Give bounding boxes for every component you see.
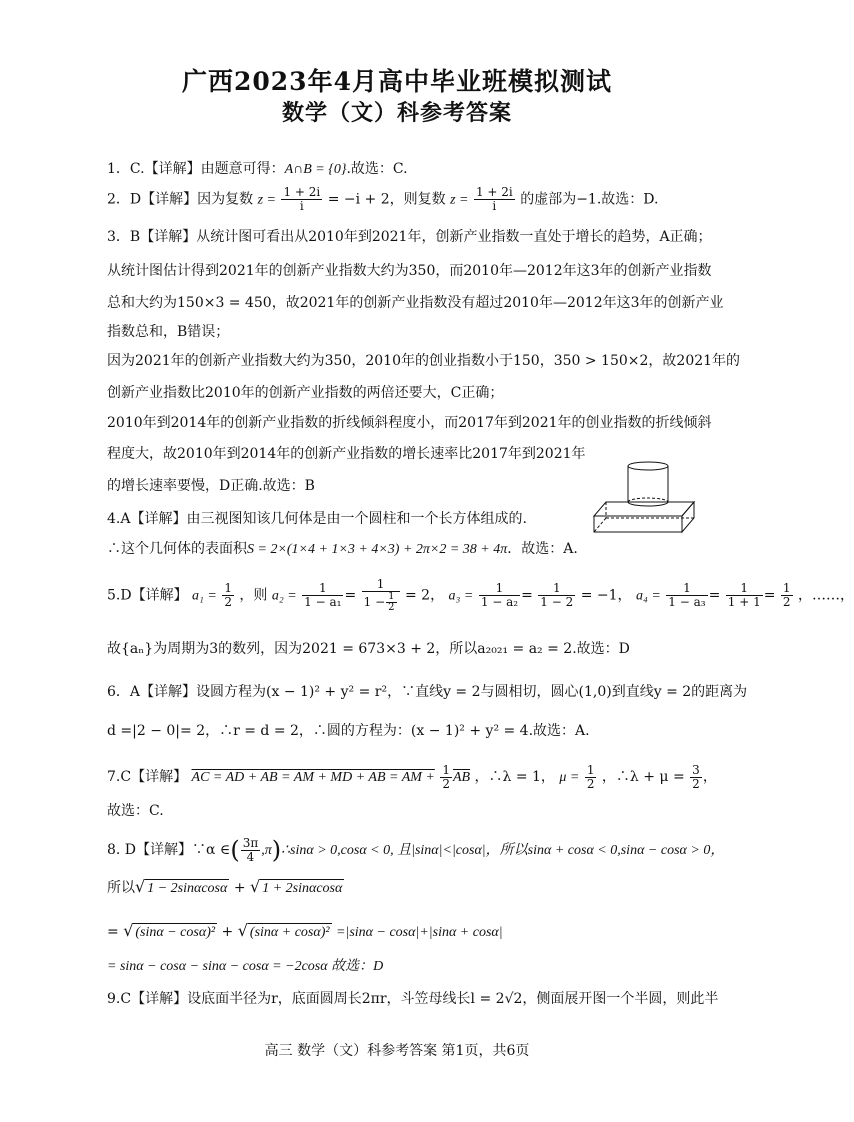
q8-frac-d: 4: [246, 849, 255, 864]
answer-q3-line2: 从统计图估计得到2021年的创新产业指数大约为350，而2010年—2012年这3年的创新产业指数: [107, 263, 712, 279]
q7-sum: ，∴λ + μ =: [601, 769, 685, 785]
q5-frac-a4c: [781, 582, 793, 609]
q5-a2: a₂ =: [271, 588, 297, 604]
q8-frac-n: 3π: [242, 835, 259, 850]
q8-l2-root2: 1 + 2sinαcosα: [262, 881, 343, 896]
q5-then: ，则: [239, 587, 268, 604]
answer-q3-line7: 2010年到2014年的创新产业指数的折线倾斜程度小，而2017年到2021年的创业指数的折线倾斜: [107, 415, 712, 431]
q5-fa4c-d: 2: [782, 595, 791, 609]
q7-half-n: 1: [442, 762, 450, 777]
q5-fa4b-n: 1: [726, 582, 763, 596]
answer-q5-line2: 故{aₙ}为周期为3的数列，因为2021 = 673×3 + 2，所以a₂₀₂₁ = a₂ = 2.故选：D: [107, 641, 630, 657]
q8-l3-eq: =: [107, 924, 119, 940]
q8-l2-plus: +: [233, 880, 246, 896]
answer-q3-line6: 创新产业指数比2010年的创新产业指数的两倍还要大，C正确；: [107, 385, 504, 401]
q5-a1: a₁ =: [192, 588, 217, 604]
q5-half-d: 2: [388, 602, 395, 613]
q2-tail: 的虚部为−1.故选：D.: [520, 191, 659, 208]
q2-fraction-2: [474, 186, 515, 213]
q5-fa3a-d: 1 − a₂: [480, 595, 519, 609]
q2-frac1-denominator: i: [299, 199, 304, 213]
answer-q7-line1: [107, 762, 717, 793]
q5-eq2: = 2: [404, 587, 431, 604]
q5-a3: a₃ =: [448, 588, 474, 604]
page-title: 广西2023年4月高中毕业班模拟测试: [182, 67, 612, 96]
q8-pi: ,π: [261, 843, 272, 858]
q5-fa1-n: 1: [224, 581, 232, 595]
q5-eqm1: = −1: [580, 587, 618, 604]
page-footer: 高三 数学（文）科参考答案 第1页，共6页: [264, 1043, 530, 1059]
q5-fa2a-n: 1: [302, 582, 343, 596]
answer-q8-line2: [107, 878, 344, 898]
q2-fraction-1: [281, 186, 322, 213]
q5-frac-a1: [222, 582, 234, 609]
q8-close-paren: ): [271, 836, 282, 864]
answer-q3-line4: 指数总和，B错误；: [107, 324, 230, 340]
answer-q2: [107, 186, 658, 213]
sqrt-icon: √: [135, 877, 146, 896]
answer-q8-line4: = sinα − cosα − sinα − cosα = −2cosα 故选：D: [107, 959, 384, 974]
q5-fa4a-n: 1: [666, 582, 707, 596]
answer-q6-line1: 6．A【详解】设圆方程为(x − 1)² + y² = r²，∵直线y = 2与圆相切，圆心(1,0)到直线y = 2的距离为: [107, 684, 748, 700]
q7-mu-d: 2: [586, 776, 595, 791]
answer-q6-line2: d =|2 − 0|= 2，∴r = d = 2，∴圆的方程为：(x − 1)² + y² = 4.故选：A.: [107, 723, 590, 739]
q2-mid: = −i + 2，则复数: [327, 191, 446, 208]
answer-q4-line1: 4.A【详解】由三视图知该几何体是由一个圆柱和一个长方体组成的.: [107, 511, 527, 527]
answer-q9-line1: 9.C【详解】设底面半径为r，底面圆周长2πr，斗笠母线长l = 2√2，侧面展开图一个半圆，则此半: [107, 991, 719, 1007]
q7-half-d: 2: [442, 776, 450, 791]
q5-fa3a-n: 1: [479, 582, 520, 596]
q8-l2-root1: 1 − 2sinαcosα: [147, 881, 228, 896]
q1-suffix: .故选：C.: [346, 161, 408, 177]
answer-q8-line3: [107, 922, 503, 942]
q7-end: ，: [702, 769, 717, 785]
q5-frac-a3b: [538, 582, 575, 609]
q5-fa2b-d: [362, 592, 400, 613]
q8-open-paren: (: [230, 836, 240, 864]
q2-z1: z =: [257, 192, 276, 208]
q7-prefix: 7.C【详解】: [107, 769, 188, 785]
q5-fa2a-d: 1 − a₁: [304, 595, 342, 609]
q2-frac2-denominator: i: [492, 199, 497, 213]
q8-l3-root2: (sinα + cosα)²: [249, 925, 330, 940]
q2-frac2-numerator: 1 + 2i: [475, 185, 513, 199]
q4-math: S = 2×(1×4 + 1×3 + 4×3) + 2π×2 = 38 + 4π: [247, 542, 508, 557]
answer-q3-line9: 的增长速率要慢，D正确.故选：B: [107, 478, 315, 494]
q5-fa4b-d: 1 + 1: [727, 595, 761, 609]
answer-q7-line2: 故选：C.: [107, 803, 164, 819]
q7-mu: μ =: [559, 770, 580, 785]
q5-prefix: 5.D【详解】: [107, 587, 188, 604]
q8-l3-plus: +: [221, 924, 234, 940]
q5-fa4c-n: 1: [782, 581, 791, 595]
answer-q8-line1: [107, 834, 724, 867]
q1-math: A∩B = {0}: [284, 162, 347, 177]
q5-fa1-d: 2: [224, 595, 232, 609]
answer-q3-line1: 3．B【详解】从统计图可看出从2010年到2021年，创新产业指数一直处于增长的趋势，A正确；: [107, 229, 712, 245]
q5-fa2b-d-text: 1 −: [363, 595, 386, 609]
q5-frac-a4b: [726, 582, 763, 609]
q7-sum-frac: [690, 764, 702, 791]
q5-fa3b-d: 1 − 2: [540, 595, 574, 609]
q8-frac: [241, 837, 261, 864]
sqrt-icon: √: [123, 921, 134, 940]
q2-frac1-numerator: 1 + 2i: [283, 185, 321, 199]
q2-z2: z =: [450, 192, 469, 208]
q5-fa3b-n: 1: [538, 582, 575, 596]
sqrt-icon: √: [237, 921, 248, 940]
q4-suffix: ．故选：A.: [507, 541, 578, 557]
q7-sum-d: 2: [692, 776, 700, 791]
answer-q3-line5: 因为2021年的创新产业指数大约为350，2010年的创业指数小于150，350 > 150×2，故2021年的: [107, 353, 741, 369]
q7-mu-n: 1: [586, 762, 595, 777]
solid-figure: [592, 458, 704, 540]
q5-a4: a₄ =: [635, 588, 661, 604]
q5-half-n: 1: [388, 591, 395, 602]
q7-ab: $\overline{AB}$: [452, 770, 471, 785]
q5-fa2b-half: [386, 592, 396, 613]
answer-q1: [107, 160, 408, 179]
q8-l3-tail: =|sinα − cosα|+|sinα + cosα|: [336, 925, 503, 940]
q7-mu-frac: [585, 764, 597, 791]
q7-half: [440, 764, 452, 791]
q8-l2-prefix: 所以: [107, 880, 135, 896]
answer-q3-line8: 程度大，故2010年到2014年的创新产业指数的增长速率比2017年到2021年: [107, 446, 586, 462]
answer-q3-line3: 总和大约为150×3 = 450，故2021年的创新产业指数没有超过2010年—2012年这3年的创新产业: [107, 295, 724, 311]
q5-frac-a2a: [302, 582, 343, 609]
answer-q5-line1: 5.D【详解】 a₁ = $\frac{1}{2}$ ，则 a₂ = $\frac{1}{\text{1 − a₁}}$ = 1 1 − $\frac{1}{2}$ = 2， a₃ = $\frac{1}{\text{1 − a₂}}$ = $\frac{1}{1 - 2}$ = −1， a₄ = $\frac{1}{\text{1 − a₃}}$ = $\frac{1}{1 + 1}$ = $\frac{1}{2}$ ，……，: [107, 577, 854, 613]
q5-ellipsis: ，……，: [797, 587, 854, 604]
q5-frac-a2b: [362, 578, 400, 613]
q8-prefix: 8. D【详解】∵α ∈: [107, 842, 231, 858]
q5-frac-a3a: [479, 582, 520, 609]
sqrt-icon: √: [250, 877, 261, 896]
q5-frac-a4a: [666, 582, 707, 609]
q7-sum-n: 3: [692, 762, 700, 777]
q5-fa2b-n: 1: [362, 578, 400, 592]
q5-fa4a-d: 1 − a₃: [668, 595, 706, 609]
answer-q4-line2: [107, 540, 578, 559]
q8-rest: ∴sinα > 0,cosα < 0, 且|sinα|<|cosα|，所以sinα + cosα < 0,sinα − cosα > 0，: [281, 843, 725, 858]
q4-prefix: ∴这个几何体的表面积: [107, 541, 247, 557]
q7-vectors: AC = AD + AB = AM + MD + AB = AM +: [191, 770, 435, 785]
q8-l3-root1: (sinα − cosα)²: [135, 925, 216, 940]
q1-prefix: 1．C.【详解】由题意可得：: [107, 161, 285, 177]
q2-prefix: 2．D【详解】因为复数: [107, 191, 254, 208]
q7-lambda: ，∴λ = 1，: [474, 769, 555, 785]
page-subtitle: 数学（文）科参考答案: [281, 100, 512, 126]
